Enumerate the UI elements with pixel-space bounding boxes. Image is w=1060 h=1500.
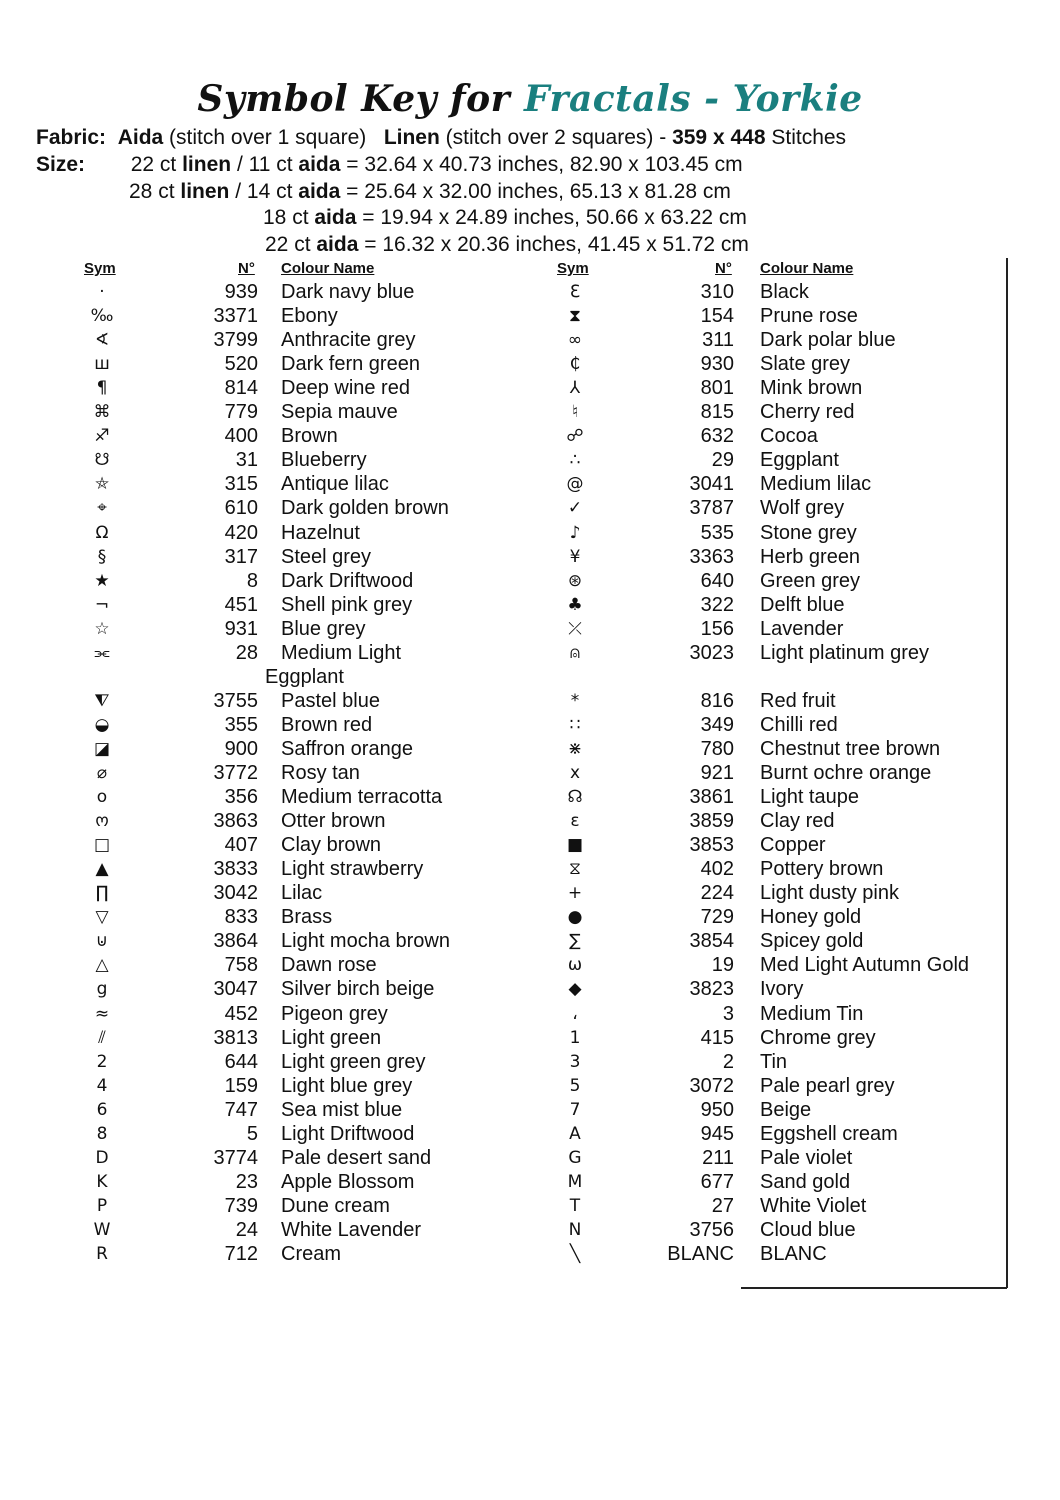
size-fabric: aida [316,233,359,256]
symbol-icon: ، [572,1003,578,1024]
colour-name: Dark fern green [281,353,420,376]
symbol-icon: ¬ [94,594,110,615]
floss-number: 3859 [689,810,734,833]
colour-name: Light green grey [281,1050,426,1073]
floss-number: 310 [700,281,734,303]
floss-number: 415 [700,1026,734,1049]
symbol-icon: G [568,1147,582,1168]
colour-name: Dune cream [281,1194,390,1217]
symbol-icon: 3 [569,1051,581,1072]
colour-name: Cream [281,1243,342,1265]
colour-name: Eggshell cream [760,1122,898,1145]
floss-number: 3072 [689,1074,734,1097]
symbol-icon: ▽ [95,907,109,928]
colour-name: Pale violet [760,1146,853,1169]
symbol-icon: N [568,1219,582,1240]
colour-name: Red fruit [760,689,836,712]
colour-name: White Violet [760,1194,867,1217]
floss-number: 28 [235,641,258,664]
symbol-icon: M [567,1171,583,1192]
symbol-icon: o [96,787,108,808]
symbol-icon: ш [94,354,110,375]
symbol-icon: ☋ [94,450,110,471]
floss-number: 815 [700,401,734,424]
symbol-icon: x [569,763,581,783]
size-count: 18 ct [263,206,309,229]
floss-number: 311 [702,329,734,352]
colour-name: Mink brown [760,377,863,400]
colour-name: Chilli red [760,713,838,736]
colour-name: Brass [281,906,333,929]
symbol-icon: Ω [95,522,109,543]
size-count: 22 ct [130,153,177,176]
colour-name: Dark navy blue [281,281,415,303]
symbol-icon: 5 [569,1075,581,1096]
symbol-icon: P [96,1195,108,1216]
size-dimensions: = 16.32 x 20.36 inches, 41.45 x 51.72 cm [364,233,749,256]
colour-name: Saffron orange [281,737,413,760]
fabric-aida: Aida [117,126,164,149]
floss-number: 23 [235,1170,258,1193]
symbol-icon: 6 [96,1099,108,1120]
colour-name: Shell pink grey [281,593,413,616]
symbol-icon: ☊ [567,787,583,808]
floss-number: 19 [711,954,734,977]
colour-name: Light taupe [760,786,859,809]
size-line-3 [263,206,747,230]
symbol-icon: ⛤ [95,474,109,495]
floss-number: 452 [224,1002,258,1025]
colour-name: Antique lilac [281,473,389,496]
floss-number: 3863 [213,810,258,833]
symbol-icon: D [95,1147,109,1168]
symbol-icon: ✓ [567,498,583,519]
symbol-icon: T [569,1195,581,1216]
size-label: Size: [36,153,86,176]
size-fabric: linen [182,153,232,176]
colour-name: Light strawberry [281,858,424,881]
colour-name: Dark polar blue [760,329,896,352]
colour-name: Beige [760,1098,812,1121]
size-count: / 11 ct [236,153,293,176]
symbol-icon: ▲ [95,859,109,880]
floss-number: 900 [224,737,258,760]
colour-name: Silver birch beige [281,978,435,1001]
colour-name: Tin [760,1050,788,1073]
header-sym-right: Sym [557,260,589,277]
symbol-icon: ⊛ [567,570,583,591]
symbol-icon: ╲ [569,1244,581,1264]
colour-name: Medium lilac [760,473,872,496]
floss-number: 420 [224,521,258,544]
symbol-icon: ‰ [90,306,114,327]
floss-number: 921 [700,762,734,784]
colour-name: Dawn rose [281,954,377,977]
floss-number: 632 [700,425,734,448]
symbol-icon: ⧨ [94,690,110,711]
symbol-icon: ω [567,955,583,976]
symbol-icon: * [570,690,580,711]
symbol-icon: ⫽ [98,1027,106,1048]
floss-number: 712 [224,1243,258,1265]
size-dimensions: = 32.64 x 40.73 inches, 82.90 x 103.45 cm [346,153,743,176]
floss-number: 610 [224,497,258,520]
symbol-icon: ☆ [94,618,110,639]
colour-name: Dark Driftwood [281,569,414,592]
symbol-icon: ∢ [94,330,110,351]
floss-number: 3854 [689,930,734,953]
colour-name: Light Driftwood [281,1122,415,1145]
floss-number: 3047 [213,978,258,1001]
colour-name: Medium terracotta [281,786,443,809]
floss-number: 3363 [689,545,734,568]
colour-name: Light dusty pink [760,882,899,905]
floss-number: 747 [224,1098,258,1121]
symbol-icon: ∞ [567,330,583,351]
colour-name: Otter brown [281,810,386,833]
symbol-icon: ◪ [93,738,111,759]
floss-number: 3 [722,1002,734,1025]
floss-number: 3864 [213,930,258,953]
symbol-icon: ◒ [94,714,110,735]
symbol-icon: ⧗ [569,306,581,327]
symbol-icon: ♪ [569,522,581,543]
floss-number: 315 [224,473,258,496]
symbol-icon: + [567,883,583,904]
symbol-icon: @ [566,474,584,495]
colour-name: Copper [760,834,826,857]
colour-name: Dark golden brown [281,497,449,520]
colour-name: Pigeon grey [281,1002,388,1025]
size-count: 28 ct [129,180,175,203]
symbol-icon: ■ [566,835,584,856]
symbol-icon: 4 [96,1075,108,1096]
symbol-icon: ☍ [566,426,584,447]
size-line-1 [36,153,743,177]
size-line-4 [265,233,749,257]
colour-name: Eggplant [760,449,839,472]
colour-name: Slate grey [760,353,851,376]
colour-name: Lilac [281,882,323,905]
symbol-icon: ⌘ [93,402,111,423]
linen-note: (stitch over 2 squares) - [445,126,667,149]
colour-name: Sand gold [760,1170,851,1193]
colour-name: Med Light Autumn Gold [760,954,970,977]
floss-number: 224 [700,882,734,905]
floss-number: 3755 [213,689,258,712]
symbol-icon: ≈ [94,1003,110,1024]
colour-name: BLANC [760,1243,827,1265]
pattern-name: Fractals - Yorkie [524,78,863,120]
symbol-icon: ⌀ [96,763,108,783]
floss-number: 8 [246,569,258,592]
table-border-bottom [741,1287,1007,1289]
symbol-icon: 7 [569,1099,581,1120]
stitches-label: Stitches [771,126,847,149]
symbol-icon: ε [570,811,580,832]
header-num-right: N° [715,260,732,277]
floss-number: 3371 [213,305,258,328]
symbol-icon: § [97,546,107,567]
symbol-icon: ∑ [569,931,581,952]
fabric-linen: Linen [383,126,440,149]
floss-number: 3853 [689,834,734,857]
colour-name: Cloud blue [760,1218,856,1241]
colour-name: Brown red [281,713,373,736]
colour-name: Deep wine red [281,377,410,400]
floss-number: 780 [700,737,734,760]
floss-number: 356 [224,786,258,809]
floss-number: 2 [722,1050,734,1073]
symbol-icon: ∴ [569,450,581,471]
colour-name: Pale desert sand [281,1146,432,1169]
symbol-icon: ∏ [95,883,109,904]
floss-number: 758 [224,954,258,977]
colour-name: Anthracite grey [281,329,416,352]
size-fabric: linen [180,180,230,203]
symbol-icon: ¥ [569,546,581,567]
floss-number: 677 [700,1170,734,1193]
symbol-icon: ⌖ [97,498,107,519]
page-title [0,78,1060,120]
colour-name: Pale pearl grey [760,1074,895,1097]
colour-name: Burnt ochre orange [760,762,932,784]
colour-name: Chestnut tree brown [760,737,941,760]
table-border-right [1006,258,1008,1288]
colour-name: Light blue grey [281,1074,413,1097]
colour-name: Steel grey [281,545,372,568]
size-dimensions: = 19.94 x 24.89 inches, 50.66 x 63.22 cm [362,206,747,229]
floss-number: 3041 [689,473,734,496]
symbol-icon: R [96,1244,108,1264]
colour-name: Cherry red [760,401,855,424]
colour-name: Light mocha brown [281,930,450,953]
floss-number: 939 [224,281,258,303]
colour-name: Apple Blossom [281,1170,415,1193]
aida-note: (stitch over 1 square) [169,126,367,149]
symbol-icon: ◆ [568,979,582,1000]
floss-number: 950 [700,1098,734,1121]
colour-name: Cocoa [760,425,818,448]
floss-number: 29 [711,449,734,472]
symbol-icon: ★ [94,570,110,591]
colour-name: Light green [281,1026,382,1049]
floss-number: 322 [700,593,734,616]
colour-name: Spicey gold [760,930,864,953]
colour-name: Pastel blue [281,689,380,712]
symbol-icon: A [569,1123,581,1144]
symbol-icon: ო [95,811,109,832]
header-name-left: Colour Name [281,260,375,277]
colour-name: Rosy tan [281,762,360,784]
colour-name: Pottery brown [760,858,884,881]
colour-name: Medium Tin [760,1002,864,1025]
colour-name: Prune rose [760,305,858,328]
size-fabric: aida [298,153,341,176]
floss-number: 3823 [689,978,734,1001]
symbol-icon: △ [95,955,109,976]
symbol-icon: ₵ [569,354,581,375]
floss-number: 535 [700,521,734,544]
symbol-icon: 1 [569,1027,581,1048]
colour-name: Green grey [760,569,861,592]
floss-number: 930 [700,353,734,376]
size-count: / 14 ct [235,180,293,203]
floss-number: 779 [224,401,258,424]
colour-name: Eggplant [265,665,344,688]
floss-number: 816 [700,689,734,712]
colour-name: Chrome grey [760,1026,876,1049]
floss-number: 520 [224,353,258,376]
floss-number: 3861 [689,786,734,809]
floss-number: BLANC [667,1243,734,1265]
floss-number: 729 [700,906,734,929]
header-sym-left: Sym [84,260,116,277]
symbol-icon: ∷ [569,714,581,735]
symbol-icon: W [93,1219,111,1240]
symbol-icon: ⋇ [567,738,583,759]
floss-number: 3042 [213,882,258,905]
symbol-icon: ⅄ [569,378,581,399]
header-name-right: Colour Name [760,260,854,277]
symbol-icon: ⊍ [95,931,109,952]
floss-number: 317 [224,545,258,568]
colour-name: Honey gold [760,906,862,929]
floss-number: 3023 [689,641,734,664]
colour-name: Lavender [760,617,844,640]
symbol-icon: 2 [96,1051,108,1072]
symbol-icon: 8 [96,1123,108,1144]
symbol-icon: ⤫ [568,618,582,639]
colour-name: Blue grey [281,617,366,640]
colour-name: Clay brown [281,834,382,857]
symbol-icon: ⍝ [569,642,581,663]
floss-number: 3833 [213,858,258,881]
colour-name: Sepia mauve [281,401,398,424]
floss-number: 400 [224,425,258,448]
header-num-left: N° [238,260,255,277]
stitch-count: 359 x 448 [672,126,766,149]
colour-name: Ebony [281,305,338,328]
floss-number: 156 [700,617,734,640]
floss-number: 27 [711,1194,734,1217]
size-line-2 [129,180,731,204]
fabric-line [36,126,846,150]
floss-number: 159 [224,1074,258,1097]
size-fabric: aida [298,180,341,203]
floss-number: 402 [700,858,734,881]
colour-name: White Lavender [281,1218,422,1241]
colour-name: Blueberry [281,449,367,472]
symbol-icon: g [96,979,108,1000]
floss-number: 154 [700,305,734,328]
floss-number: 3772 [213,762,258,784]
floss-number: 3813 [213,1026,258,1049]
colour-name: Delft blue [760,593,845,616]
size-count: 22 ct [265,233,311,256]
floss-number: 945 [700,1122,734,1145]
colour-name: Hazelnut [281,521,360,544]
colour-name: Black [760,281,809,303]
symbol-icon: ♐ [94,426,110,447]
floss-number: 211 [702,1146,734,1169]
symbol-icon: □ [93,835,111,856]
colour-name: Medium Light [281,641,402,664]
colour-name: Wolf grey [760,497,845,520]
symbol-icon: ℇ [569,282,581,302]
floss-number: 355 [224,713,258,736]
size-fabric: aida [314,206,357,229]
floss-number: 451 [224,593,258,616]
colour-name: Ivory [760,978,804,1001]
colour-name: Sea mist blue [281,1098,403,1121]
fabric-label: Fabric: [36,126,107,149]
title-prefix: Symbol Key for [197,78,511,120]
floss-number: 931 [224,617,258,640]
floss-number: 3799 [213,329,258,352]
floss-number: 407 [224,834,258,857]
symbol-icon: ¶ [96,378,108,399]
symbol-icon: · [99,282,105,302]
floss-number: 24 [235,1218,258,1241]
floss-number: 349 [700,713,734,736]
floss-number: 801 [700,377,734,400]
floss-number: 5 [246,1122,258,1145]
colour-name: Light platinum grey [760,641,929,664]
symbol-icon: K [96,1171,108,1192]
floss-number: 3756 [689,1218,734,1241]
colour-name: Clay red [760,810,835,833]
colour-name: Brown [281,425,338,448]
floss-number: 739 [224,1194,258,1217]
size-dimensions: = 25.64 x 32.00 inches, 65.13 x 81.28 cm [346,180,731,203]
floss-number: 644 [224,1050,258,1073]
colour-name: Herb green [760,545,861,568]
floss-number: 3774 [213,1146,258,1169]
floss-number: 31 [235,449,258,472]
symbol-icon: ⫘ [94,642,110,663]
colour-name: Stone grey [760,521,857,544]
floss-number: 640 [700,569,734,592]
floss-number: 3787 [689,497,734,520]
symbol-icon: ⧖ [569,859,581,880]
symbol-icon: ♮ [571,402,579,423]
symbol-icon: ● [567,907,583,928]
symbol-icon: ♣ [567,594,583,615]
floss-number: 833 [224,906,258,929]
floss-number: 814 [224,377,258,400]
